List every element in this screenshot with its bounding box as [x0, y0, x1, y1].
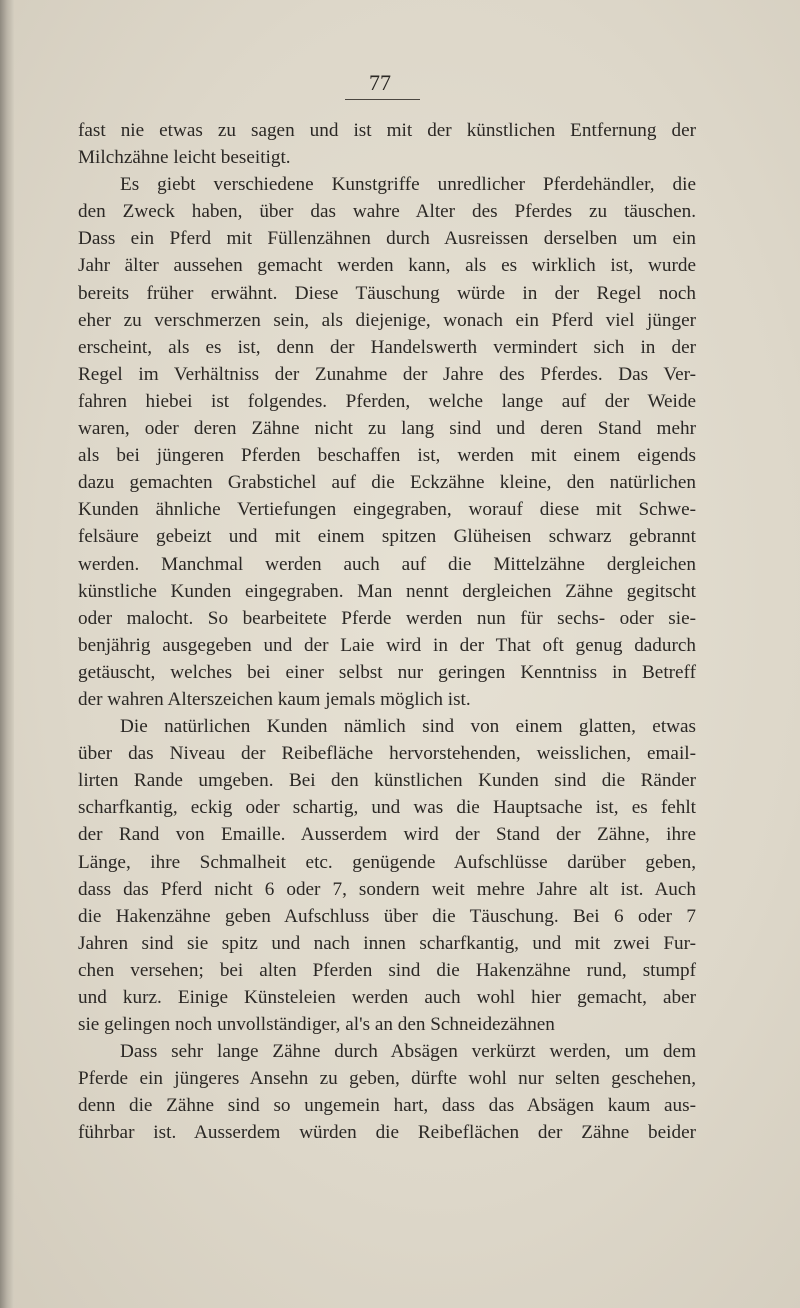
- text-line: der Rand von Emaille. Ausserdem wird der Stand der Zähne, ihre: [78, 824, 696, 846]
- text-line: Die natürlichen Kunden nämlich sind von einem glatten, etwas: [120, 716, 696, 738]
- text-line: felsäure gebeizt und mit einem spitzen Glüheisen schwarz gebrannt: [78, 526, 696, 548]
- text-line: Länge, ihre Schmalheit etc. genügende Aufschlüsse darüber geben,: [78, 851, 696, 873]
- text-line: dass das Pferd nicht 6 oder 7, sondern weit mehre Jahre alt ist. Auch: [78, 878, 696, 900]
- text-line: getäuscht, welches bei einer selbst nur geringen Kenntniss in Betreff: [78, 661, 696, 683]
- text-line: Jahr älter aussehen gemacht werden kann, als es wirklich ist, wurde: [78, 255, 696, 277]
- text-line: Dass sehr lange Zähne durch Absägen verkürzt werden, um dem: [120, 1041, 696, 1063]
- text-line: benjährig ausgegeben und der Laie wird in der That oft genug dadurch: [78, 634, 696, 656]
- text-line: fahren hiebei ist folgendes. Pferden, welche lange auf der Weide: [78, 390, 696, 412]
- text-line: fast nie etwas zu sagen und ist mit der künstlichen Entfernung der: [78, 120, 696, 141]
- text-line: und kurz. Einige Künsteleien werden auch wohl hier gemacht, aber: [78, 987, 696, 1008]
- text-line: den Zweck haben, über das wahre Alter des Pferdes zu täuschen.: [78, 201, 696, 223]
- text-line: eher zu verschmerzen sein, als diejenige, wonach ein Pferd viel jünger: [78, 309, 696, 331]
- text-line: führbar ist. Ausserdem würden die Reibeflächen der Zähne beider: [78, 1122, 696, 1144]
- text-line: Dass ein Pferd mit Füllenzähnen durch Ausreissen derselben um ein: [78, 228, 696, 250]
- text-line: sie gelingen noch unvollständiger, al's an den Schneidezähnen: [78, 1014, 555, 1036]
- text-line: Milchzähne leicht beseitigt.: [78, 147, 291, 169]
- text-line: bereits früher erwähnt. Diese Täuschung würde in der Regel noch: [78, 282, 696, 304]
- text-line: erscheint, als es ist, denn der Handelswerth vermindert sich in der: [78, 336, 696, 358]
- text-line: chen versehen; bei alten Pferden sind die Hakenzähne rund, stumpf: [78, 959, 696, 981]
- text-line: künstliche Kunden eingegraben. Man nennt dergleichen Zähne gegitscht: [78, 580, 696, 602]
- text-line: die Hakenzähne geben Aufschluss über die Täuschung. Bei 6 oder 7: [78, 905, 696, 927]
- text-line: lirten Rande umgeben. Bei den künstlichen Kunden sind die Ränder: [78, 770, 696, 792]
- text-line: über das Niveau der Reibefläche hervorstehenden, weisslichen, email-: [78, 743, 696, 765]
- text-line: waren, oder deren Zähne nicht zu lang sind und deren Stand mehr: [78, 418, 696, 440]
- text-line: Jahren sind sie spitz und nach innen scharfkantig, und mit zwei Fur-: [78, 932, 696, 954]
- text-line: werden. Manchmal werden auch auf die Mittelzähne dergleichen: [78, 553, 696, 575]
- text-line: Es giebt verschiedene Kunstgriffe unredlicher Pferdehändler, die: [120, 174, 696, 196]
- text-line: Regel im Verhältniss der Zunahme der Jahre des Pferdes. Das Ver-: [78, 363, 696, 385]
- text-line: denn die Zähne sind so ungemein hart, dass das Absägen kaum aus-: [78, 1095, 696, 1117]
- text-line: dazu gemachten Grabstichel auf die Eckzähne kleine, den natürlichen: [78, 472, 696, 494]
- text-line: Kunden ähnliche Vertiefungen eingegraben, worauf diese mit Schwe-: [78, 499, 696, 521]
- text-line: Pferde ein jüngeres Ansehn zu geben, dürfte wohl nur selten geschehen,: [78, 1068, 696, 1090]
- page-number-rule: [345, 99, 420, 100]
- page-number: 77: [369, 70, 391, 95]
- text-line: oder malocht. So bearbeitete Pferde werden nun für sechs- oder sie-: [78, 607, 696, 629]
- text-line: als bei jüngeren Pferden beschaffen ist, werden mit einem eigends: [78, 445, 696, 467]
- book-spine-shadow: [0, 0, 14, 1308]
- body-text: [78, 117, 696, 1147]
- text-line: der wahren Alterszeichen kaum jemals möglich ist.: [78, 688, 471, 710]
- text-line: scharfkantig, eckig oder schartig, und was die Hauptsache ist, es fehlt: [78, 797, 696, 819]
